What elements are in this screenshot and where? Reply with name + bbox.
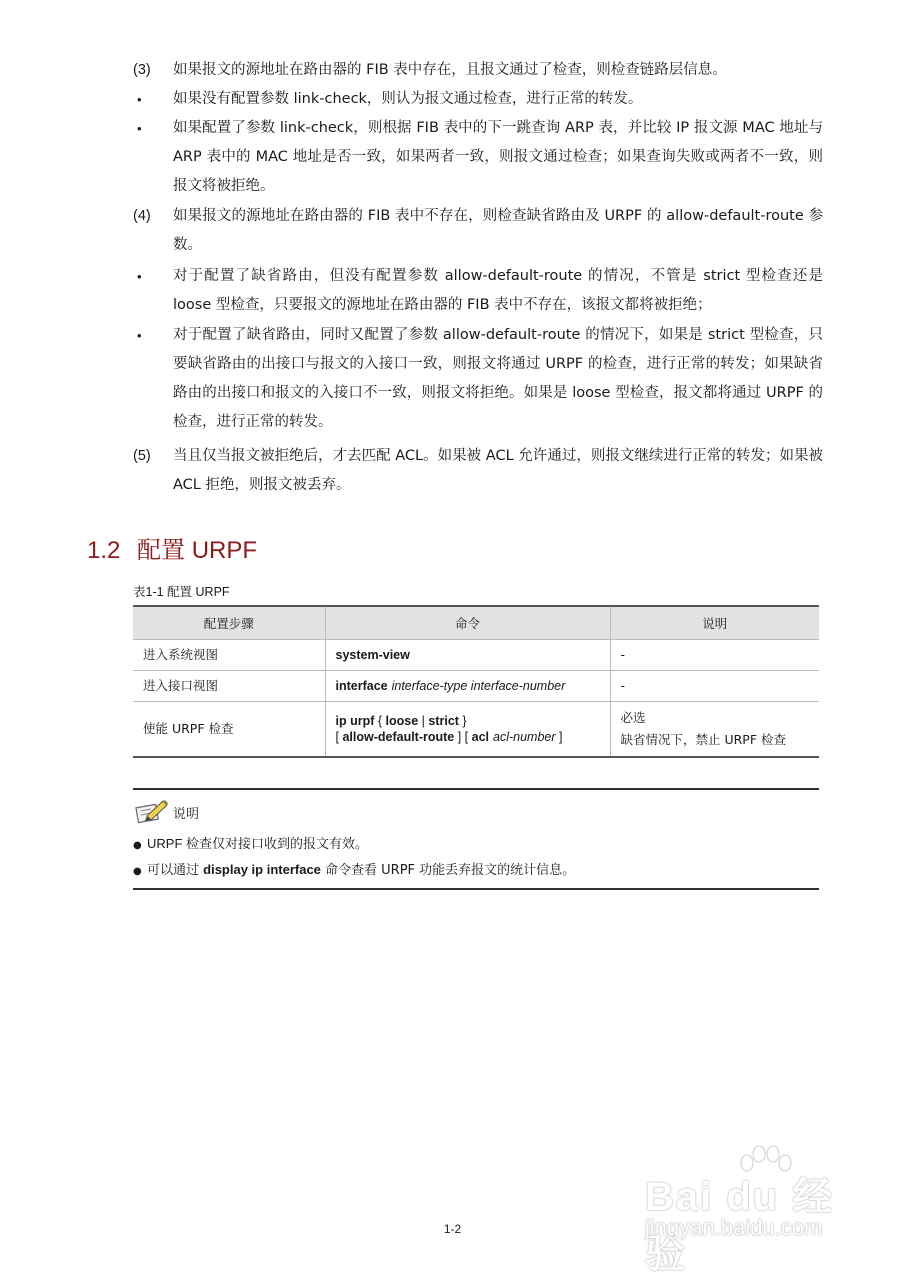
note-item [133,832,575,858]
command-keyword: loose [385,714,419,728]
command-keyword: strict [428,714,459,728]
command-keyword: allow-default-route [342,730,455,744]
note-pencil-icon [135,798,169,824]
bullet-icon: • [137,269,142,284]
header-description: 说明 [610,606,819,640]
command-argument: interface-type interface-number [391,679,566,693]
table-header-row [133,606,819,640]
command-keyword: interface [335,679,388,693]
note-text: 命令查看 URPF 功能丢弃报文的统计信息。 [320,863,576,878]
description-line: 缺省情况下，禁止 URPF 检查 [620,732,787,747]
command-syntax: [ [335,730,343,744]
watermark-url: jingyan.baidu.com [645,1215,823,1240]
cell-command [325,702,610,758]
note-text: 可以通过 [147,863,204,878]
bullet-paragraph [133,262,823,320]
bullet-icon: ● [133,840,142,851]
paragraph-text: 当且仅当报文被拒绝后，才去匹配 ACL。如果被 ACL 允许通过，则报文继续进行正常的转发；如果被 ACL 拒绝，则报文被丢弃。 [173,448,823,493]
numbered-paragraph [133,442,823,500]
header-step: 配置步骤 [133,606,325,640]
command-keyword: display ip interface [203,862,321,877]
paragraph-text: 如果报文的源地址在路由器的 FIB 表中存在，且报文通过了检查，则检查链路层信息。 [173,62,727,78]
paragraph-text: 对于配置了缺省路由，同时又配置了参数 allow-default-route 的情况下，如果是 strict 型检查，只要缺省路由的出接口与报文的入接口一致，则报文将通过 URPF 的检查，进行正常的转发；如果缺省路由的出接口和报文的入接口不一致，则报文将拒绝。如果是 loose 型检查，报文都将通过 URPF 的检查，进行正常的转发。 [173,327,823,430]
config-table [133,605,819,758]
paragraph-text: 如果配置了参数 link-check，则根据 FIB 表中的下一跳查询 ARP 表，并比较 IP 报文源 MAC 地址与 ARP 表中的 MAC 地址是否一致，如果两者一致，则报文通过检查；如果查询失败或两者不一致，则报文将被拒绝。 [173,120,823,194]
note-box [133,788,819,890]
header-command: 命令 [325,606,610,640]
bullet-paragraph [133,85,823,114]
numbered-paragraph [133,202,823,260]
bullet-icon: • [137,92,142,107]
section-title: 配置 URPF [137,537,258,564]
cell-description: - [610,671,819,702]
command-syntax: ] [ [454,730,472,744]
paragraph-text: 如果报文的源地址在路由器的 FIB 表中不存在，则检查缺省路由及 URPF 的 allow-default-route 参数。 [173,208,823,253]
section-heading [87,530,257,565]
page-number: 1-2 [443,1222,462,1236]
note-header [135,798,199,824]
cell-step: 进入系统视图 [133,640,325,671]
command-argument: acl-number [493,730,556,744]
paragraph-text: 对于配置了缺省路由，但没有配置参数 allow-default-route 的情况，不管是 strict 型检查还是 loose 型检查，只要报文的源地址在路由器的 FIB 表中不存在，该报文都将被拒绝； [173,268,823,313]
numbered-paragraph [133,56,823,85]
watermark-logo: Bai du 经验 [645,1175,835,1276]
command-keyword: system-view [335,648,410,662]
cell-command [325,671,610,702]
cell-description [610,702,819,758]
list-number: (4) [133,208,151,224]
table-row [133,671,819,702]
cell-command [325,640,610,671]
description-line: 必选 [620,710,646,725]
list-number: (3) [133,62,151,78]
command-syntax: { [374,714,386,728]
table-row [133,640,819,671]
bullet-paragraph [133,321,823,437]
command-syntax: } [458,714,467,728]
list-number: (5) [133,448,151,464]
bullet-icon: ● [133,866,142,877]
note-label: 说明 [173,807,200,822]
note-item [133,858,575,884]
command-line-2 [336,729,600,745]
cell-description: - [610,640,819,671]
table-caption: 表1-1 配置 URPF [133,585,230,599]
note-list [133,832,575,884]
cell-step: 使能 URPF 检查 [143,721,234,736]
bullet-paragraph [133,114,823,201]
cell-step: 进入接口视图 [133,671,325,702]
note-text: URPF 检查仅对接口收到的报文有效。 [147,836,369,851]
table-row [133,702,819,758]
command-line-1 [336,713,600,729]
paragraph-text: 如果没有配置参数 link-check，则认为报文通过检查，进行正常的转发。 [173,91,643,107]
section-number: 1.2 [87,537,121,564]
command-syntax: ] [555,730,563,744]
command-keyword: acl [471,730,490,744]
command-syntax: | [418,714,429,728]
bullet-icon: • [137,121,142,136]
command-keyword: ip urpf [335,714,375,728]
bullet-icon: • [137,328,142,343]
